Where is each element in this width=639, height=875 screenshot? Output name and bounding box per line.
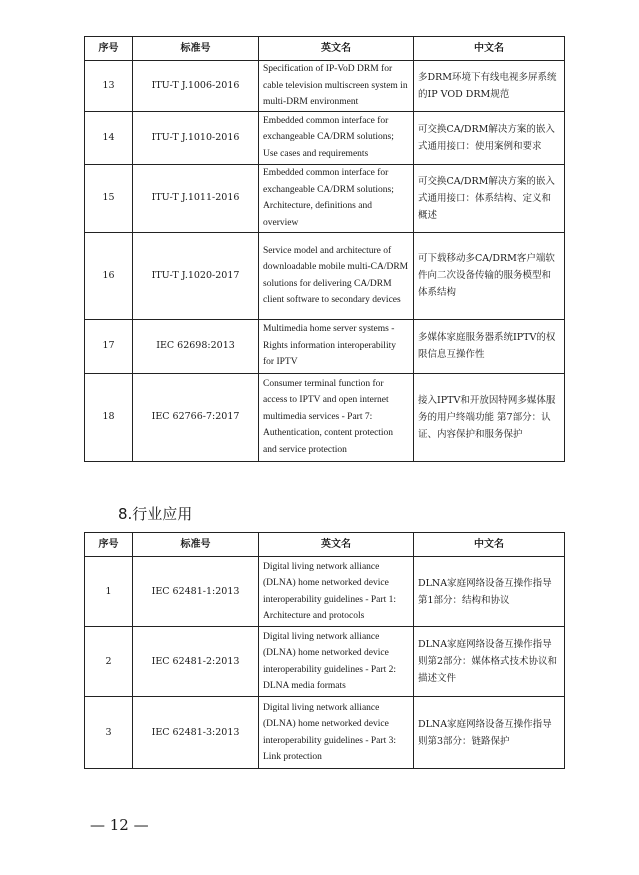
standards-table-1 (84, 36, 565, 462)
row-english-name: Digital living network alliance (DLNA) home networked device interoperability guidelines - Part 1: Architecture and protocols (259, 557, 414, 627)
row-no: 14 (85, 111, 133, 164)
table-row (85, 557, 565, 627)
row-no: 18 (85, 373, 133, 461)
header-no: 序号 (85, 533, 133, 557)
row-standard: ITU-T J.1020-2017 (133, 232, 259, 319)
table-row (85, 697, 565, 769)
row-english-name: Multimedia home server systems - Rights information interoperability for IPTV (259, 319, 414, 373)
header-standard: 标准号 (133, 37, 259, 61)
row-english-name: Consumer terminal function for access to IPTV and open internet multimedia services - Part 7: Authentication, content protection and service protection (259, 373, 414, 461)
row-chinese-name: 多DRM环境下有线电视多屏系统的IP VOD DRM规范 (414, 61, 565, 112)
header-english-name: 英文名 (259, 37, 414, 61)
row-chinese-name: 可交换CA/DRM解决方案的嵌入式通用接口：体系结构、定义和概述 (414, 164, 565, 232)
table-row (85, 627, 565, 697)
row-no: 1 (85, 557, 133, 627)
row-no: 17 (85, 319, 133, 373)
table-header-row (85, 533, 565, 557)
header-english-name: 英文名 (259, 533, 414, 557)
row-english-name: Digital living network alliance (DLNA) home networked device interoperability guidelines - Part 2: DLNA media formats (259, 627, 414, 697)
row-chinese-name: 可交换CA/DRM解决方案的嵌入式通用接口：使用案例和要求 (414, 111, 565, 164)
row-chinese-name: DLNA家庭网络设备互操作指导 第1部分：结构和协议 (414, 557, 565, 627)
row-english-name: Digital living network alliance (DLNA) home networked device interoperability guidelines - Part 3: Link protection (259, 697, 414, 769)
row-chinese-name: 多媒体家庭服务器系统IPTV的权限信息互操作性 (414, 319, 565, 373)
standards-table-2 (84, 532, 565, 769)
row-no: 3 (85, 697, 133, 769)
row-standard: IEC 62481-1:2013 (133, 557, 259, 627)
row-standard: IEC 62481-3:2013 (133, 697, 259, 769)
row-standard: IEC 62698:2013 (133, 319, 259, 373)
header-chinese-name: 中文名 (414, 533, 565, 557)
header-no: 序号 (85, 37, 133, 61)
table-row (85, 232, 565, 319)
row-standard: ITU-T J.1011-2016 (133, 164, 259, 232)
row-english-name: Service model and architecture of downloadable mobile multi-CA/DRM solutions for delivering CA/DRM client software to secondary devices (259, 232, 414, 319)
row-no: 16 (85, 232, 133, 319)
row-standard: IEC 62766-7:2017 (133, 373, 259, 461)
page-number: — 12 — (90, 816, 149, 834)
row-chinese-name: 可下载移动多CA/DRM客户端软件向二次设备传输的服务模型和体系结构 (414, 232, 565, 319)
row-no: 13 (85, 61, 133, 112)
row-standard: ITU-T J.1010-2016 (133, 111, 259, 164)
table-row (85, 319, 565, 373)
section-title: 8.行业应用 (118, 505, 193, 523)
row-english-name: Embedded common interface for exchangeable CA/DRM solutions; Use cases and requirements (259, 111, 414, 164)
header-standard: 标准号 (133, 533, 259, 557)
header-chinese-name: 中文名 (414, 37, 565, 61)
row-english-name: Specification of IP-VoD DRM for cable television multiscreen system in multi-DRM environment (259, 61, 414, 112)
row-chinese-name: DLNA家庭网络设备互操作指导则第3部分：链路保护 (414, 697, 565, 769)
table-row (85, 111, 565, 164)
table-row (85, 164, 565, 232)
table-row (85, 373, 565, 461)
row-chinese-name: DLNA家庭网络设备互操作指导则第2部分：媒体格式技术协议和描述文件 (414, 627, 565, 697)
row-chinese-name: 接入IPTV和开放因特网多媒体服务的用户终端功能 第7部分：认证、内容保护和服务保护 (414, 373, 565, 461)
table-row (85, 61, 565, 112)
row-no: 15 (85, 164, 133, 232)
row-english-name: Embedded common interface for exchangeable CA/DRM solutions; Architecture, definitions and overview (259, 164, 414, 232)
table-header-row (85, 37, 565, 61)
row-standard: IEC 62481-2:2013 (133, 627, 259, 697)
row-no: 2 (85, 627, 133, 697)
row-standard: ITU-T J.1006-2016 (133, 61, 259, 112)
